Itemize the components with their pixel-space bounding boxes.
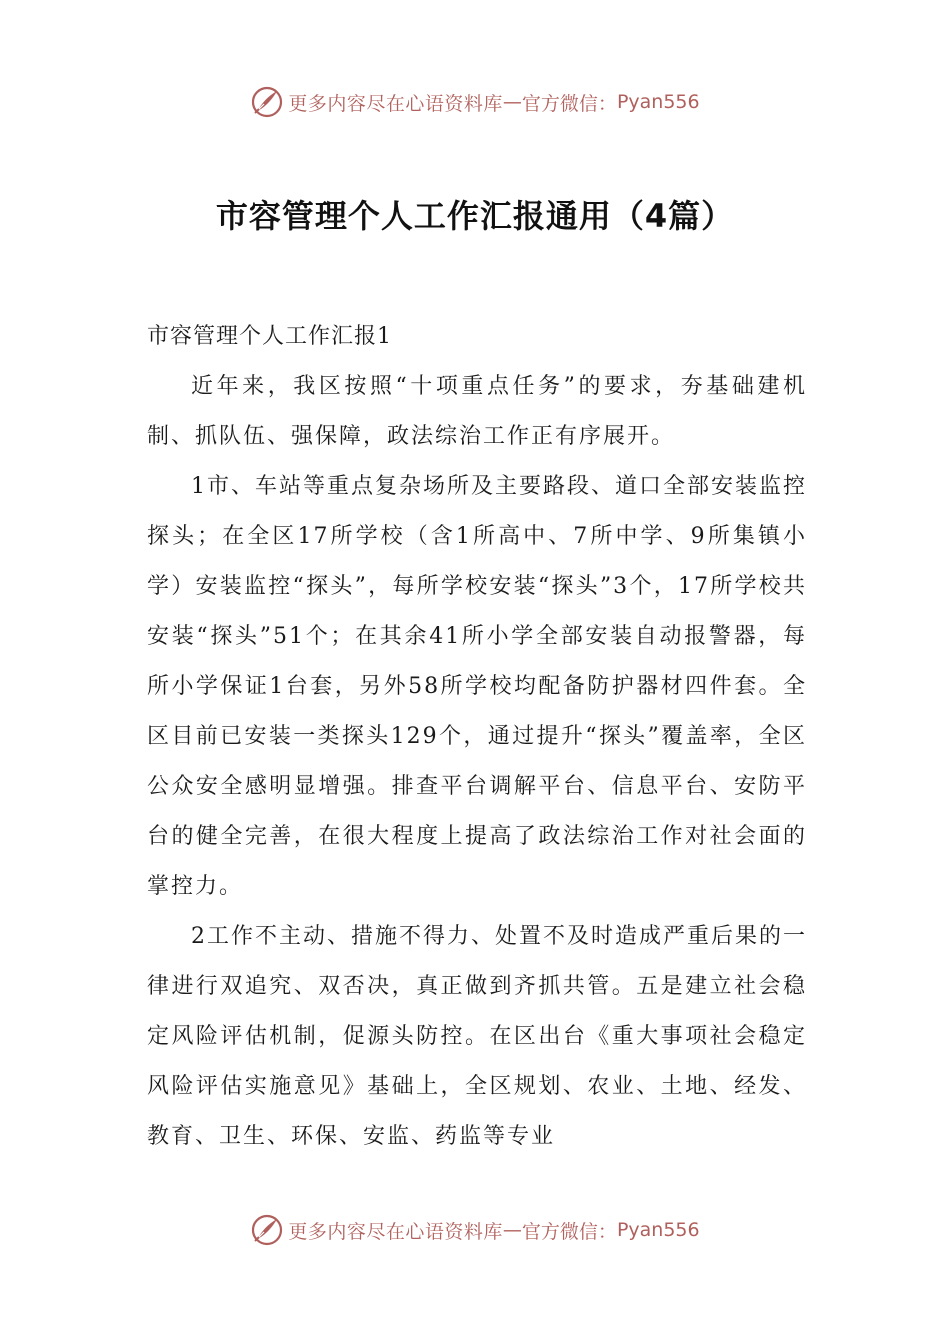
section-heading: 市容管理个人工作汇报1 <box>147 324 392 349</box>
banner-separator: — <box>502 1219 522 1241</box>
banner-site-text: 更多内容尽在心语资料库 <box>288 92 503 115</box>
document-body <box>147 312 807 1162</box>
banner-contact-id: Pyan556 <box>616 91 700 113</box>
banner-site-text: 更多内容尽在心语资料库 <box>288 1220 503 1243</box>
banner-separator: — <box>502 91 522 113</box>
banner-contact-label: 官方微信： <box>521 92 617 115</box>
quill-seal-logo-icon <box>250 85 284 119</box>
document-title: 市容管理个人工作汇报通用（4篇） <box>215 197 735 236</box>
banner-contact-label: 官方微信： <box>521 1220 617 1243</box>
quill-seal-logo-icon <box>250 1213 284 1247</box>
paragraph-3: 2工作不主动、措施不得力、处置不及时造成严重后果的一律进行双追究、双否决，真正做到齐抓共管。五是建立社会稳定风险评估机制，促源头防控。在区出台《重大事项社会稳定风险评估实施意见》基础上，全区规划、农业、土地、经发、教育、卫生、环保、安监、药监等专业 <box>147 924 807 1149</box>
footer-banner <box>0 1210 950 1250</box>
banner-contact-id: Pyan556 <box>616 1219 700 1241</box>
paragraph-1: 近年来，我区按照“十项重点任务”的要求，夯基础建机制、抓队伍、强保障，政法综治工作正有序展开。 <box>147 374 807 449</box>
header-banner <box>0 82 950 122</box>
paragraph-2: 1市、车站等重点复杂场所及主要路段、道口全部安装监控探头；在全区17所学校（含1所高中、7所中学、9所集镇小学）安装监控“探头”，每所学校安装“探头”3个，17所学校共安装“探头”51个；在其余41所小学全部安装自动报警器，每所小学保证1台套，另外58所学校均配备防护器材四件套。全区目前已安装一类探头129个，通过提升“探头”覆盖率，全区公众安全感明显增强。排查平台调解平台、信息平台、安防平台的健全完善，在很大程度上提高了政法综治工作对社会面的掌控力。 <box>147 474 807 899</box>
